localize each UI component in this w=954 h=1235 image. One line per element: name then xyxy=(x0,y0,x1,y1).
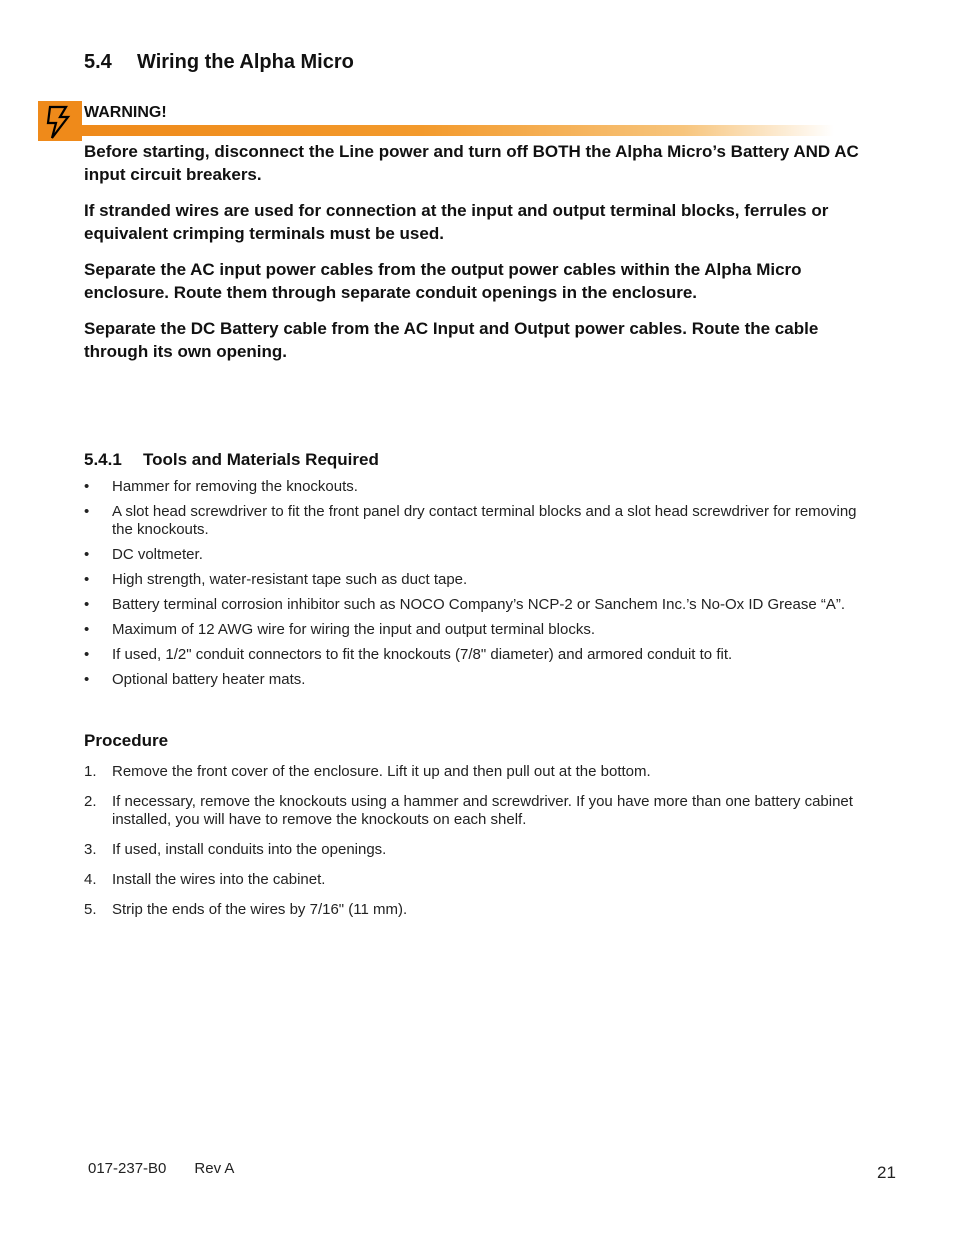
list-item-text: Battery terminal corrosion inhibitor such as NOCO Company’s NCP-2 or Sanchem Inc.’s No-Ox ID Grease “A”. xyxy=(112,596,846,613)
list-item-text: DC voltmeter. xyxy=(112,546,203,563)
section-number: 5.4 xyxy=(84,51,112,73)
list-item xyxy=(84,671,864,689)
list-item xyxy=(84,503,864,539)
list-item-text: Optional battery heater mats. xyxy=(112,671,306,688)
bullet: • xyxy=(84,546,90,563)
warning-paragraph: Separate the AC input power cables from the output power cables within the Alpha Micro enclosure. Route them through separate conduit openings in the enclosure. xyxy=(84,260,802,302)
subsection-title xyxy=(84,450,379,470)
list-item xyxy=(84,621,864,639)
list-item xyxy=(84,571,864,589)
doc-number: 017-237-B0 xyxy=(88,1160,167,1177)
step-number: 2. xyxy=(84,793,97,810)
electrical-hazard-icon xyxy=(38,101,82,141)
list-item-text: If used, 1/2" conduit connectors to fit the knockouts (7/8" diameter) and armored conduit to fit. xyxy=(112,646,733,663)
subsection-number: 5.4.1 xyxy=(84,450,122,469)
list-item xyxy=(84,596,864,614)
step-number: 4. xyxy=(84,871,97,888)
list-item xyxy=(84,646,864,664)
procedure-steps xyxy=(84,763,864,931)
procedure-step xyxy=(84,763,864,781)
step-text: Remove the front cover of the enclosure. Lift it up and then pull out at the bottom. xyxy=(112,763,651,780)
procedure-step xyxy=(84,841,864,859)
warning-paragraph: If stranded wires are used for connection at the input and output terminal blocks, ferrules or equivalent crimping terminals must be used. xyxy=(84,201,829,243)
warning-paragraph: Separate the DC Battery cable from the AC Input and Output power cables. Route the cable through its own opening. xyxy=(84,319,819,361)
procedure-step xyxy=(84,901,864,919)
bullet: • xyxy=(84,621,90,638)
bullet: • xyxy=(84,671,90,688)
subsection-title-text: Tools and Materials Required xyxy=(143,450,379,469)
warning-label: WARNING! xyxy=(84,104,167,121)
section-title-text: Wiring the Alpha Micro xyxy=(137,51,354,73)
step-text: If used, install conduits into the openings. xyxy=(112,841,387,858)
warning-bar xyxy=(82,125,834,136)
step-number: 5. xyxy=(84,901,97,918)
bullet: • xyxy=(84,596,90,613)
bullet: • xyxy=(84,478,90,495)
list-item-text: A slot head screwdriver to fit the front panel dry contact terminal blocks and a slot head screwdriver for removing the knockouts. xyxy=(112,503,857,538)
list-item xyxy=(84,546,864,564)
warning-text xyxy=(84,141,874,377)
tools-list xyxy=(84,478,864,696)
revision: Rev A xyxy=(194,1160,235,1177)
footer-doc-info xyxy=(88,1160,234,1177)
step-text: Strip the ends of the wires by 7/16" (11 mm). xyxy=(112,901,408,918)
step-text: Install the wires into the cabinet. xyxy=(112,871,326,888)
procedure-title: Procedure xyxy=(84,731,169,750)
list-item-text: Hammer for removing the knockouts. xyxy=(112,478,358,495)
page-number: 21 xyxy=(877,1163,896,1182)
procedure-step xyxy=(84,793,864,829)
bullet: • xyxy=(84,571,90,588)
list-item xyxy=(84,478,864,496)
list-item-text: Maximum of 12 AWG wire for wiring the input and output terminal blocks. xyxy=(112,621,595,638)
warning-paragraph: Before starting, disconnect the Line power and turn off BOTH the Alpha Micro’s Battery AND AC input circuit breakers. xyxy=(84,142,859,184)
bullet: • xyxy=(84,503,90,520)
list-item-text: High strength, water-resistant tape such as duct tape. xyxy=(112,571,468,588)
step-text: If necessary, remove the knockouts using a hammer and screwdriver. If you have more than one battery cabinet installed, you will have to remove the knockouts on each shelf. xyxy=(112,793,853,828)
step-number: 3. xyxy=(84,841,97,858)
section-title xyxy=(84,51,354,74)
bullet: • xyxy=(84,646,90,663)
step-number: 1. xyxy=(84,763,97,780)
procedure-step xyxy=(84,871,864,889)
